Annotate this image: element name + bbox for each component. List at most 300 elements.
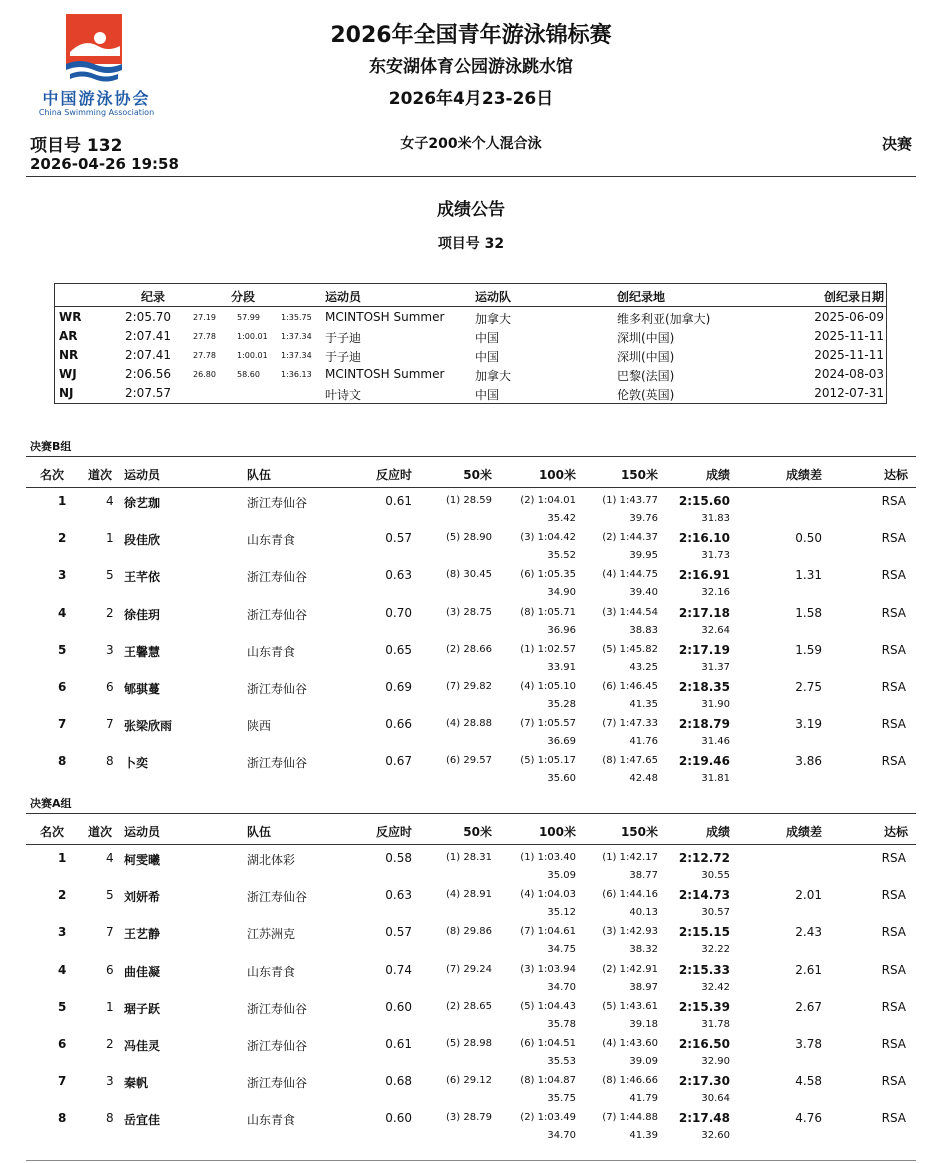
logo-chinese-text: 中国游泳协会 (42, 89, 151, 108)
column-header: 150米 (620, 468, 658, 482)
record-time: 2:07.41 (125, 329, 172, 343)
records-header-place: 创纪录地 (617, 290, 666, 304)
record-s1: 27.19 (193, 313, 216, 322)
cell-team: 浙江寿仙谷 (247, 1076, 308, 1091)
cell-rank: 7 (58, 1074, 67, 1089)
cell-std: RSA (881, 568, 906, 583)
cell-team: 陕西 (247, 719, 272, 734)
cell-rank: 5 (58, 999, 67, 1014)
cell-s100: (6) 1:04.51 (520, 1038, 576, 1049)
cell-std: RSA (881, 605, 906, 620)
cell-diff: 3.19 (795, 717, 822, 732)
record-date: 2025-11-11 (814, 329, 884, 343)
cell-s50: (7) 29.82 (446, 681, 492, 692)
cell-s150: (4) 1:43.60 (602, 1038, 658, 1049)
cell-rank: 7 (58, 717, 67, 732)
cell-rt: 0.57 (385, 531, 412, 546)
cell-rank: 8 (58, 754, 67, 769)
cell-s100: (6) 1:05.35 (520, 569, 576, 581)
cell-sp200: 30.57 (701, 907, 730, 919)
cell-s150: (1) 1:43.77 (602, 495, 658, 506)
record-row (55, 386, 886, 405)
cell-rank: 3 (58, 568, 67, 583)
record-place: 维多利亚(加拿大) (617, 312, 711, 326)
cell-std: RSA (881, 680, 906, 694)
cell-s50: (5) 28.90 (446, 532, 492, 544)
record-s1: 27.78 (193, 332, 216, 341)
record-athlete: 于子迪 (325, 331, 362, 345)
records-header-team: 运动队 (475, 290, 512, 304)
cell-std: RSA (881, 1037, 906, 1051)
cell-s50: (2) 28.65 (446, 1000, 492, 1012)
cell-diff: 4.58 (795, 1074, 822, 1089)
cell-s100: (4) 1:04.03 (520, 889, 576, 901)
record-type: AR (59, 329, 78, 343)
cell-lane: 5 (106, 568, 114, 583)
cell-diff: 1.59 (795, 642, 822, 657)
cell-s150: (5) 1:45.82 (602, 643, 658, 655)
cell-rank: 6 (58, 680, 67, 694)
event-number: 项目号 132 (30, 136, 123, 156)
group-b-header (26, 456, 916, 488)
column-header: 成绩差 (785, 468, 822, 482)
record-type: NJ (59, 386, 74, 400)
cell-team: 浙江寿仙谷 (247, 890, 308, 905)
record-type: NR (59, 348, 79, 362)
record-s3: 1:37.34 (281, 332, 312, 341)
cell-result: 2:17.18 (678, 605, 730, 620)
result-row (26, 920, 916, 957)
column-header: 名次 (40, 468, 65, 482)
cell-sp200: 31.90 (701, 699, 730, 710)
cell-sp150: 42.48 (629, 773, 658, 785)
record-place: 伦敦(英国) (617, 388, 675, 402)
cell-s100: (5) 1:05.17 (520, 755, 576, 767)
cell-name: 王芊依 (124, 570, 161, 585)
cell-lane: 2 (106, 1037, 114, 1051)
competition-dates: 2026年4月23-26日 (388, 89, 554, 109)
cell-lane: 3 (106, 1074, 114, 1089)
record-team: 加拿大 (475, 312, 512, 326)
record-row (55, 310, 886, 329)
cell-sp200: 30.64 (701, 1093, 730, 1105)
cell-name: 郇骐蔓 (124, 682, 161, 696)
records-header-date: 创纪录日期 (823, 290, 884, 304)
record-place: 深圳(中国) (617, 350, 675, 364)
record-s2: 57.99 (237, 313, 260, 322)
cell-result: 2:17.19 (678, 642, 730, 657)
cell-sp100: 35.52 (547, 550, 576, 562)
cell-lane: 6 (106, 962, 114, 977)
column-header: 150米 (620, 825, 658, 839)
cell-lane: 1 (106, 531, 114, 546)
event-datetime: 2026-04-26 19:58 (30, 155, 179, 173)
records-table (54, 283, 887, 404)
cell-sp150: 39.40 (629, 587, 658, 599)
cell-rt: 0.74 (385, 962, 412, 977)
column-header: 道次 (88, 825, 113, 839)
cell-s100: (8) 1:05.71 (520, 606, 576, 618)
cell-result: 2:16.91 (678, 568, 730, 583)
cell-s150: (8) 1:47.65 (602, 755, 658, 767)
result-row (26, 563, 916, 600)
cell-rank: 2 (58, 888, 67, 903)
result-row (26, 958, 916, 995)
cell-sp150: 39.09 (629, 1056, 658, 1067)
record-athlete: 叶诗文 (325, 388, 362, 402)
cell-rt: 0.61 (385, 1037, 412, 1051)
cell-rt: 0.66 (385, 717, 412, 732)
cell-s100: (4) 1:05.10 (520, 681, 576, 692)
result-row (26, 1106, 916, 1143)
announcement-event-number: 项目号 32 (437, 236, 505, 252)
cell-name: 王馨慧 (124, 644, 161, 659)
record-athlete: 于子迪 (325, 350, 362, 364)
cell-team: 江苏洲克 (247, 927, 296, 942)
cell-rt: 0.60 (385, 999, 412, 1014)
cell-s100: (1) 1:03.40 (520, 852, 576, 863)
result-row (26, 883, 916, 920)
event-stage: 决赛 (881, 135, 912, 153)
cell-team: 山东青食 (247, 533, 296, 548)
record-s1: 26.80 (193, 370, 216, 379)
result-row (26, 1032, 916, 1069)
cell-lane: 6 (106, 680, 114, 694)
cell-name: 柯雯曦 (124, 853, 161, 867)
cell-sp100: 35.75 (547, 1093, 576, 1105)
cell-sp200: 32.90 (701, 1056, 730, 1067)
cell-team: 浙江寿仙谷 (247, 756, 308, 771)
cell-sp100: 35.60 (547, 773, 576, 785)
cell-diff: 1.31 (795, 568, 822, 583)
record-team: 中国 (475, 350, 500, 364)
cell-s50: (4) 28.91 (446, 889, 492, 901)
cell-s100: (2) 1:03.49 (520, 1112, 576, 1124)
cell-std: RSA (881, 1111, 906, 1126)
cell-s150: (8) 1:46.66 (602, 1075, 658, 1087)
record-type: WR (59, 310, 82, 324)
result-row (26, 638, 916, 675)
cell-sp200: 32.16 (701, 587, 730, 599)
records-header-athlete: 运动员 (325, 290, 362, 304)
cell-name: 徐艺珈 (124, 496, 161, 510)
cell-result: 2:15.60 (678, 494, 730, 508)
cell-std: RSA (881, 851, 906, 865)
record-time: 2:05.70 (125, 310, 172, 324)
cell-s100: (3) 1:03.94 (520, 963, 576, 975)
cell-name: 卜奕 (124, 756, 149, 771)
cell-s50: (1) 28.59 (446, 495, 492, 506)
record-time: 2:07.57 (125, 386, 172, 400)
cell-s100: (2) 1:04.01 (520, 495, 576, 506)
cell-name: 冯佳灵 (124, 1039, 161, 1053)
cell-sp150: 38.77 (629, 870, 658, 881)
bottom-divider (26, 1160, 916, 1161)
record-place: 巴黎(法国) (617, 369, 675, 383)
group-a-label: 决赛A组 (30, 797, 72, 810)
record-date: 2025-11-11 (814, 348, 884, 362)
cell-sp100: 34.75 (547, 944, 576, 956)
cell-sp200: 31.83 (701, 513, 730, 524)
cell-rank: 5 (58, 642, 67, 657)
column-header: 达标 (883, 825, 908, 839)
result-row (26, 675, 916, 712)
results-announcement-title: 成绩公告 (437, 200, 505, 220)
cell-name: 段佳欣 (124, 533, 161, 548)
record-team: 中国 (475, 331, 500, 345)
result-row (26, 846, 916, 883)
column-header: 名次 (40, 825, 65, 839)
record-time: 2:06.56 (125, 367, 172, 381)
cell-s50: (3) 28.75 (446, 606, 492, 618)
result-row (26, 601, 916, 638)
cell-rank: 2 (58, 531, 67, 546)
cell-name: 岳宜佳 (124, 1113, 161, 1128)
competition-title: 2026年全国青年游泳锦标赛 (330, 23, 612, 48)
cell-std: RSA (881, 888, 906, 903)
cell-s150: (6) 1:44.16 (602, 889, 658, 901)
cell-lane: 8 (106, 754, 114, 769)
cell-sp200: 31.46 (701, 736, 730, 748)
result-row (26, 712, 916, 749)
cell-sp150: 38.83 (629, 624, 658, 636)
column-header: 成绩差 (785, 825, 822, 839)
cell-s100: (7) 1:04.61 (520, 926, 576, 938)
column-header: 反应时 (375, 468, 412, 482)
cell-rank: 1 (58, 494, 67, 508)
cell-diff: 2.01 (795, 888, 822, 903)
cell-s150: (7) 1:47.33 (602, 718, 658, 730)
cell-diff: 2.43 (795, 925, 822, 940)
cell-s50: (6) 29.57 (446, 755, 492, 767)
record-s2: 1:00.01 (237, 332, 268, 341)
record-type: WJ (59, 367, 77, 381)
cell-rt: 0.63 (385, 568, 412, 583)
record-s1: 27.78 (193, 351, 216, 360)
column-header: 50米 (463, 825, 492, 839)
cell-team: 浙江寿仙谷 (247, 496, 308, 510)
cell-rank: 4 (58, 605, 67, 620)
cell-rt: 0.68 (385, 1074, 412, 1089)
column-header: 运动员 (124, 468, 161, 482)
cell-s150: (6) 1:46.45 (602, 681, 658, 692)
cell-s100: (5) 1:04.43 (520, 1000, 576, 1012)
cell-sp100: 34.90 (547, 587, 576, 599)
cell-result: 2:17.48 (678, 1111, 730, 1126)
cell-diff: 1.58 (795, 605, 822, 620)
cell-lane: 7 (106, 717, 114, 732)
cell-sp150: 41.39 (629, 1130, 658, 1142)
cell-lane: 4 (106, 851, 114, 865)
record-place: 深圳(中国) (617, 331, 675, 345)
record-date: 2024-08-03 (814, 367, 884, 381)
cell-std: RSA (881, 925, 906, 940)
event-name: 女子200米个人混合泳 (400, 136, 542, 152)
result-row (26, 749, 916, 786)
cell-std: RSA (881, 717, 906, 732)
cell-sp150: 38.32 (629, 944, 658, 956)
cell-sp100: 35.42 (547, 513, 576, 524)
cell-result: 2:16.50 (678, 1037, 730, 1051)
cell-team: 山东青食 (247, 644, 296, 659)
cell-s100: (1) 1:02.57 (520, 643, 576, 655)
cell-std: RSA (881, 531, 906, 546)
record-team: 中国 (475, 388, 500, 402)
result-row (26, 489, 916, 526)
record-s3: 1:37.34 (281, 351, 312, 360)
record-date: 2012-07-31 (814, 386, 884, 400)
record-s3: 1:35.75 (281, 313, 312, 322)
cell-s50: (6) 29.12 (446, 1075, 492, 1087)
cell-s150: (3) 1:44.54 (602, 606, 658, 618)
cell-sp150: 39.18 (629, 1018, 658, 1030)
cell-lane: 3 (106, 642, 114, 657)
cell-sp100: 35.09 (547, 870, 576, 881)
cell-s150: (1) 1:42.17 (602, 852, 658, 863)
column-header: 达标 (883, 468, 908, 482)
column-header: 运动员 (124, 825, 161, 839)
cell-rt: 0.69 (385, 680, 412, 694)
cell-team: 山东青食 (247, 964, 296, 979)
record-row (55, 348, 886, 367)
record-s2: 1:00.01 (237, 351, 268, 360)
records-header-record: 纪录 (141, 290, 166, 304)
header-divider (26, 176, 916, 177)
cell-sp150: 41.76 (629, 736, 658, 748)
record-row (55, 329, 886, 348)
column-header: 成绩 (705, 468, 730, 482)
cell-rt: 0.58 (385, 851, 412, 865)
cell-lane: 8 (106, 1111, 114, 1126)
cell-sp200: 31.81 (701, 773, 730, 785)
cell-diff: 2.67 (795, 999, 822, 1014)
group-a-header (26, 813, 916, 845)
cell-team: 浙江寿仙谷 (247, 682, 308, 696)
cell-diff: 0.50 (795, 531, 822, 546)
cell-rt: 0.65 (385, 642, 412, 657)
result-row (26, 995, 916, 1032)
cell-s150: (5) 1:43.61 (602, 1000, 658, 1012)
cell-rt: 0.57 (385, 925, 412, 940)
cell-s100: (3) 1:04.42 (520, 532, 576, 544)
cell-s50: (8) 29.86 (446, 926, 492, 938)
cell-name: 王艺静 (124, 927, 161, 942)
cell-sp200: 32.22 (701, 944, 730, 956)
cell-s150: (3) 1:42.93 (602, 926, 658, 938)
cell-diff: 3.86 (795, 754, 822, 769)
logo-english-text: China Swimming Association (38, 108, 155, 117)
cell-sp100: 35.53 (547, 1056, 576, 1067)
cell-name: 刘妍希 (124, 890, 161, 905)
cell-result: 2:19.46 (678, 754, 730, 769)
result-row (26, 526, 916, 563)
cell-s50: (8) 30.45 (446, 569, 492, 581)
cell-sp150: 40.13 (629, 907, 658, 919)
cell-team: 浙江寿仙谷 (247, 607, 308, 622)
column-header: 成绩 (705, 825, 730, 839)
cell-sp150: 41.35 (629, 699, 658, 710)
cell-sp100: 35.78 (547, 1018, 576, 1030)
cell-sp100: 34.70 (547, 981, 576, 993)
cell-diff: 2.75 (795, 680, 822, 694)
cell-sp200: 32.60 (701, 1130, 730, 1142)
cell-lane: 4 (106, 494, 114, 508)
records-header-splits: 分段 (231, 290, 256, 304)
cell-sp100: 34.70 (547, 1130, 576, 1142)
cell-s50: (3) 28.79 (446, 1112, 492, 1124)
cell-sp150: 38.97 (629, 981, 658, 993)
cell-s100: (8) 1:04.87 (520, 1075, 576, 1087)
cell-std: RSA (881, 754, 906, 769)
cell-sp150: 41.79 (629, 1093, 658, 1105)
cell-rt: 0.61 (385, 494, 412, 508)
venue: 东安湖体育公园游泳跳水馆 (369, 57, 573, 77)
cell-result: 2:15.33 (678, 962, 730, 977)
cell-team: 山东青食 (247, 1113, 296, 1128)
column-header: 100米 (538, 468, 576, 482)
cell-rank: 4 (58, 962, 67, 977)
cell-rt: 0.67 (385, 754, 412, 769)
record-athlete: MCINTOSH Summer (325, 310, 445, 324)
cell-s50: (2) 28.66 (446, 643, 492, 655)
cell-rank: 8 (58, 1111, 67, 1126)
cell-name: 琚子跃 (124, 1001, 161, 1016)
cell-lane: 1 (106, 999, 114, 1014)
cell-rt: 0.70 (385, 605, 412, 620)
cell-std: RSA (881, 494, 906, 508)
cell-s150: (2) 1:42.91 (602, 963, 658, 975)
record-time: 2:07.41 (125, 348, 172, 362)
cell-team: 湖北体彩 (247, 853, 296, 867)
cell-s100: (7) 1:05.57 (520, 718, 576, 730)
record-date: 2025-06-09 (814, 310, 884, 324)
cell-result: 2:12.72 (678, 851, 730, 865)
cell-s50: (4) 28.88 (446, 718, 492, 730)
cell-name: 曲佳凝 (124, 964, 161, 979)
cell-std: RSA (881, 999, 906, 1014)
cell-team: 浙江寿仙谷 (247, 1001, 308, 1016)
cell-team: 浙江寿仙谷 (247, 1039, 308, 1053)
group-b-label: 决赛B组 (30, 440, 72, 453)
cell-rt: 0.60 (385, 1111, 412, 1126)
column-header: 道次 (88, 468, 113, 482)
cell-sp100: 36.96 (547, 624, 576, 636)
record-s3: 1:36.13 (281, 370, 312, 379)
cell-sp100: 33.91 (547, 661, 576, 673)
cell-rank: 3 (58, 925, 67, 940)
cell-sp200: 32.64 (701, 624, 730, 636)
cell-std: RSA (881, 642, 906, 657)
cell-diff: 3.78 (795, 1037, 822, 1051)
record-s2: 58.60 (237, 370, 260, 379)
cell-sp100: 35.12 (547, 907, 576, 919)
cell-lane: 7 (106, 925, 114, 940)
cell-result: 2:15.15 (678, 925, 730, 940)
cell-result: 2:17.30 (678, 1074, 730, 1089)
cell-team: 浙江寿仙谷 (247, 570, 308, 585)
cell-s50: (7) 29.24 (446, 963, 492, 975)
cell-s50: (5) 28.98 (446, 1038, 492, 1049)
cell-std: RSA (881, 962, 906, 977)
cell-sp200: 32.42 (701, 981, 730, 993)
cell-sp150: 43.25 (629, 661, 658, 673)
column-header: 队伍 (247, 468, 272, 482)
cell-lane: 5 (106, 888, 114, 903)
cell-result: 2:18.35 (678, 680, 730, 694)
cell-sp200: 31.78 (701, 1018, 730, 1030)
column-header: 50米 (463, 468, 492, 482)
cell-result: 2:18.79 (678, 717, 730, 732)
